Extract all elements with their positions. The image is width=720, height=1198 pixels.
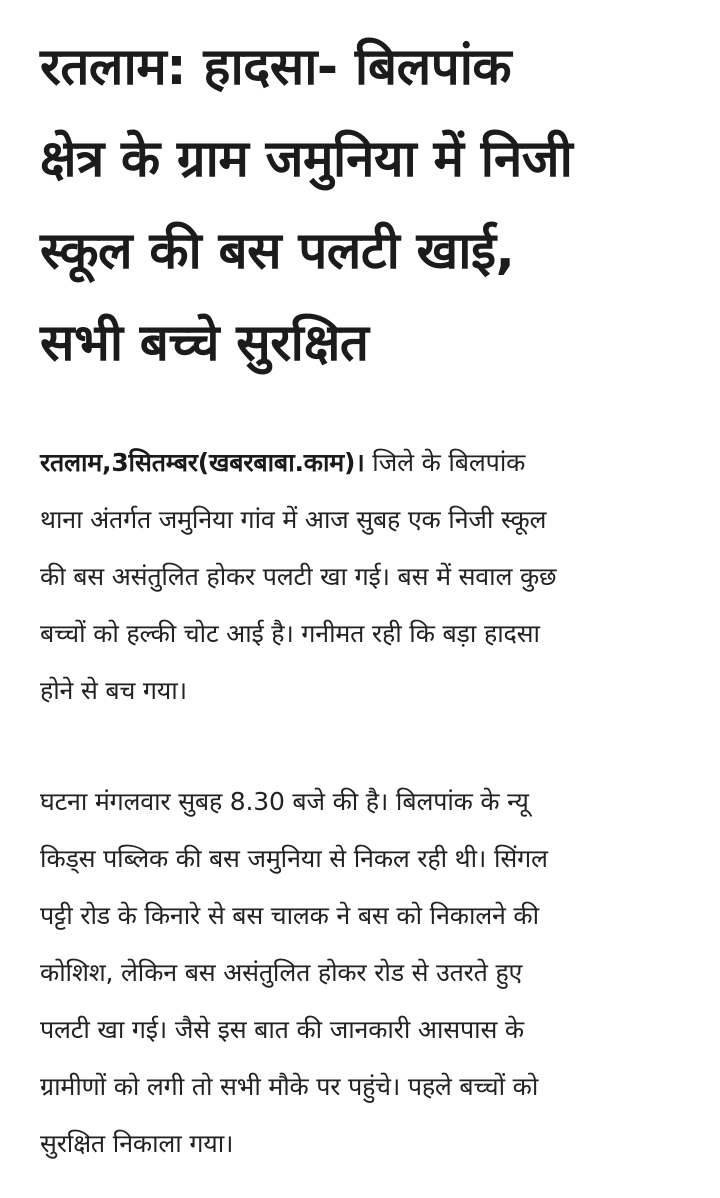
- article-headline: [40, 22, 690, 390]
- headline-line: रतलाम: हादसा- बिलपांक: [40, 38, 512, 97]
- paragraph-line: घटना मंगलवार सुबह 8.30 बजे की है। बिलपांक के न्यू: [40, 787, 529, 816]
- dateline: रतलाम,3सितम्बर(खबरबाबा.काम)।: [40, 448, 365, 477]
- headline-line: सभी बच्चे सुरक्षित: [40, 314, 369, 373]
- paragraph-line: कोशिश, लेकिन बस असंतुलित होकर रोड से उतरते हुए: [40, 958, 523, 987]
- article: [40, 0, 690, 1158]
- article-paragraph-1: [40, 434, 690, 719]
- paragraph-line: [40, 434, 690, 491]
- article-paragraph-2: [40, 773, 690, 1172]
- headline-line: स्कूल की बस पलटी खाई,: [40, 222, 515, 281]
- paragraph-line: बच्चों को हल्की चोट आई है। गनीमत रही कि बड़ा हादसा: [40, 619, 540, 648]
- paragraph-line: होने से बच गया।: [40, 676, 187, 705]
- paragraph-text: जिले के बिलपांक: [364, 448, 526, 477]
- paragraph-line: पट्टी रोड के किनारे से बस चालक ने बस को निकालने की: [40, 901, 539, 930]
- headline-line: क्षेत्र के ग्राम जमुनिया में निजी: [40, 130, 573, 189]
- paragraph-line: सुरक्षित निकाला गया।: [40, 1129, 234, 1158]
- paragraph-line: ग्रामीणों को लगी तो सभी मौके पर पहुंचे। पहले बच्चों को: [40, 1072, 539, 1101]
- paragraph-line: की बस असंतुलित होकर पलटी खा गई। बस में सवाल कुछ: [40, 562, 557, 591]
- paragraph-line: किड्स पब्लिक की बस जमुनिया से निकल रही थी। सिंगल: [40, 844, 548, 873]
- paragraph-line: पलटी खा गई। जैसे इस बात की जानकारी आसपास के: [40, 1015, 524, 1044]
- paragraph-line: थाना अंतर्गत जमुनिया गांव में आज सुबह एक निजी स्कूल: [40, 505, 547, 534]
